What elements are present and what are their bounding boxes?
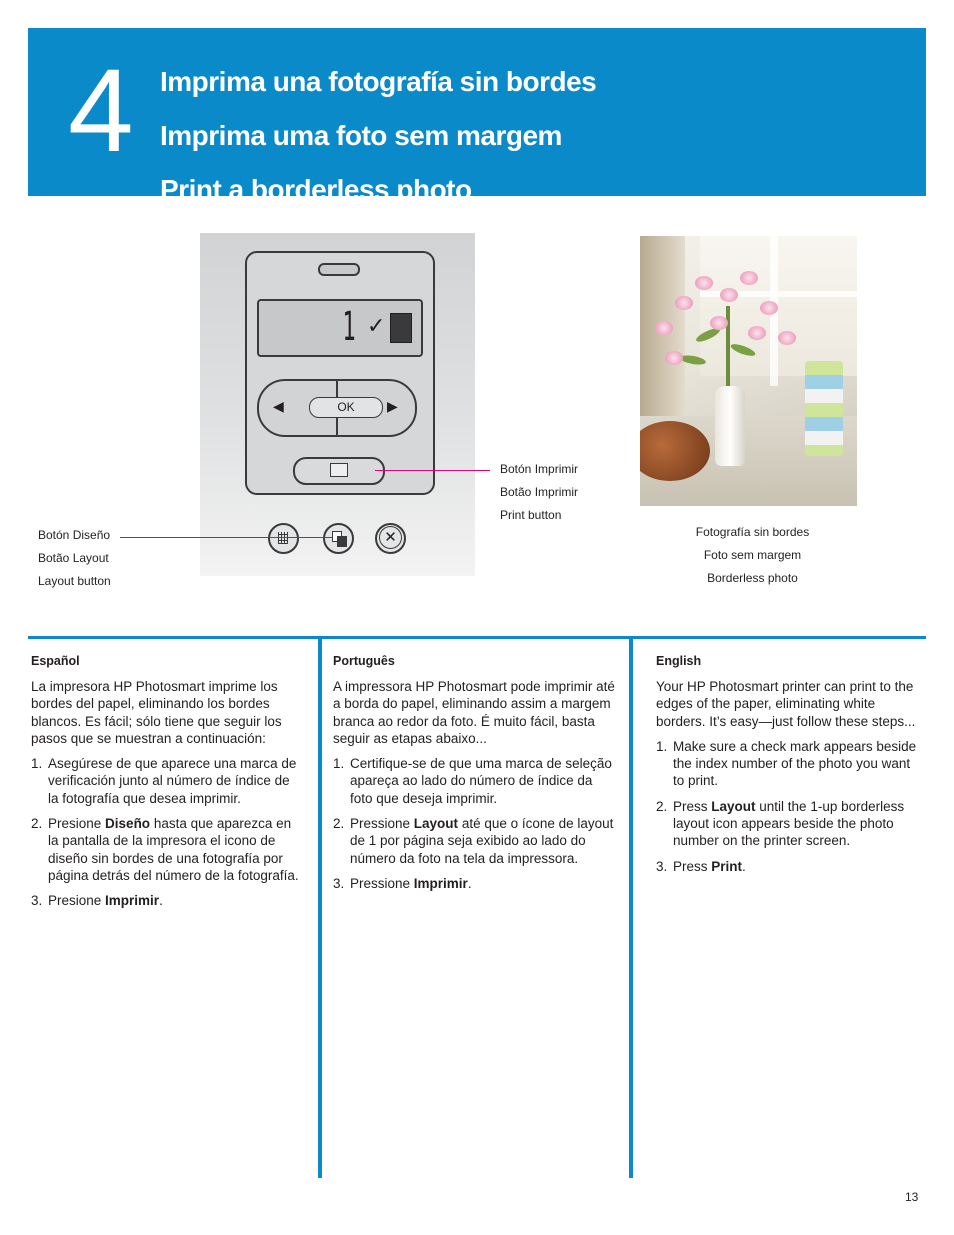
- step-number: 1.: [656, 738, 668, 754]
- column-portuguese: [333, 650, 618, 900]
- step-number: 3.: [333, 875, 345, 891]
- status-light: [318, 263, 360, 276]
- layout-icon-back: [337, 536, 347, 547]
- step-button-name: Imprimir: [413, 875, 468, 891]
- step-text-tail: until the 1-up borderless layout icon appears beside the photo number on the printer screen.: [673, 798, 905, 849]
- printer-icon: [330, 463, 348, 477]
- steps-list: [31, 755, 301, 909]
- photo-caption-pt: Foto sem margem: [703, 548, 802, 562]
- step-text: Pressione: [350, 875, 414, 891]
- step-number: 3.: [656, 858, 668, 874]
- step-text-tail: .: [742, 858, 746, 874]
- photo-flower: [778, 331, 796, 345]
- print-button-label-pt: Botão Imprimir: [500, 485, 579, 499]
- grid-icon: [278, 532, 288, 544]
- layout-button-callout: [38, 524, 111, 593]
- step-item: [656, 858, 924, 875]
- step-number: 2.: [656, 798, 668, 814]
- step-button-name: Print: [711, 858, 743, 874]
- photo-flower: [760, 301, 778, 315]
- layout-button: [323, 523, 354, 554]
- step-item: [656, 738, 924, 790]
- step-item: [333, 875, 618, 892]
- step-text: Press: [673, 858, 712, 874]
- layout-button-callout-line: [120, 537, 332, 538]
- column-intro: La impresora HP Photosmart imprime los bordes del papel, eliminando los bordes blancos. Es fácil; sólo tiene que seguir los pasos que se muestran a continuación:: [31, 679, 282, 746]
- step-item: [31, 892, 301, 909]
- step-text-tail: hasta que aparezca en la pantalla de la impresora el icono de diseño sin bordes de una fotografía por página detrás del número de la fotografía.: [48, 816, 299, 883]
- photo-flower: [710, 316, 728, 330]
- print-button-callout: [500, 458, 578, 527]
- column-divider-2: [629, 638, 633, 1178]
- print-button-label-en: Print button: [500, 508, 562, 522]
- photo-flower: [665, 351, 683, 365]
- steps-list: [656, 738, 924, 875]
- page-number: 13: [905, 1190, 919, 1204]
- column-heading: Português: [333, 654, 395, 668]
- borderless-photo: [640, 236, 857, 506]
- step-item: [656, 798, 924, 850]
- photo-window: [700, 236, 857, 376]
- step-text: Press: [673, 798, 712, 814]
- step-text: Presione: [48, 893, 106, 909]
- step-number: 2.: [333, 816, 345, 832]
- column-intro: A impressora HP Photosmart pode imprimir até a borda do papel, eliminando assim a margem branca ao redor da foto. É muito fácil, basta seguir as etapas abaixo...: [333, 679, 615, 746]
- step-text-tail: até que o ícone de layout de 1 por página seja exibido ao lado do número da foto na tela da impressora.: [350, 816, 614, 866]
- photo-flower: [655, 321, 673, 335]
- printer-control-panel-illustration: [200, 233, 475, 576]
- column-heading: English: [656, 654, 702, 668]
- print-button-callout-line: [375, 470, 490, 471]
- step-text: Presione: [48, 816, 106, 832]
- photo-flower: [748, 326, 766, 340]
- step-text: Asegúrese de que aparece una marca de verificación junto al número de índice de la fotografía que desea imprimir.: [48, 756, 297, 806]
- title-portuguese: Imprima uma foto sem margem: [160, 120, 562, 151]
- cancel-button: [375, 523, 406, 554]
- step-button-name: Imprimir: [105, 893, 160, 909]
- photo-caption-en: Borderless photo: [707, 571, 798, 585]
- step-item: [31, 755, 301, 807]
- step-item: [31, 815, 301, 884]
- columns-top-rule: [28, 636, 926, 639]
- cancel-icon: ✕: [379, 526, 402, 549]
- photo-flower: [695, 276, 713, 290]
- step-item: [333, 755, 618, 807]
- print-button-label-es: Botón Imprimir: [500, 462, 579, 476]
- index-print-button: [268, 523, 299, 554]
- step-button-name: Diseño: [105, 816, 151, 832]
- layout-button-label-pt: Botão Layout: [38, 551, 109, 565]
- layout-button-label-en: Layout button: [38, 574, 111, 588]
- check-mark-icon: ✓: [367, 313, 386, 338]
- step-number: 2.: [31, 816, 43, 832]
- photo-caption-es: Fotografía sin bordes: [695, 525, 810, 539]
- photo-window-frame: [640, 236, 685, 436]
- navigation-pad: [257, 379, 417, 437]
- step-number: 3.: [31, 893, 43, 909]
- photo-vase: [715, 386, 745, 466]
- title-spanish: Imprima una fotografía sin bordes: [160, 66, 597, 97]
- step-button-name: Layout: [711, 798, 756, 814]
- panel-bezel: [245, 251, 435, 495]
- column-spanish: [31, 650, 301, 918]
- print-button: [293, 457, 385, 485]
- photo-flower: [675, 296, 693, 310]
- right-arrow-icon: ▶: [387, 398, 398, 414]
- step-text: Certifique-se de que uma marca de seleção apareça ao lado do número de índice da foto que deseja imprimir.: [350, 756, 612, 806]
- photo-caption: [640, 521, 865, 590]
- printer-lcd-screen: [257, 299, 423, 357]
- title-english: Print a borderless photo: [160, 174, 472, 205]
- step-number: 1.: [31, 756, 43, 772]
- step-text-tail: .: [159, 893, 163, 909]
- photo-striped-vase: [805, 361, 843, 456]
- ok-button: OK: [309, 397, 383, 418]
- borderless-layout-icon: [390, 313, 412, 343]
- step-banner: [28, 28, 926, 205]
- step-number: 1.: [333, 756, 345, 772]
- step-button-name: Layout: [413, 816, 459, 832]
- step-number: 4: [68, 45, 134, 177]
- lcd-index-number: 1: [342, 304, 356, 350]
- step-text: Pressione: [350, 816, 414, 832]
- column-divider-1: [318, 638, 322, 1178]
- steps-list: [333, 755, 618, 892]
- column-heading: Español: [31, 654, 80, 668]
- step-text-tail: .: [467, 875, 472, 891]
- photo-flower: [720, 288, 738, 302]
- photo-flower: [740, 271, 758, 285]
- column-english: [656, 650, 924, 883]
- step-item: [333, 815, 618, 867]
- column-intro: Your HP Photosmart printer can print to the edges of the paper, eliminating white borders. It’s easy—just follow these steps...: [656, 679, 916, 729]
- step-text: Make sure a check mark appears beside the index number of the photo you want to print.: [673, 738, 917, 789]
- layout-button-label-es: Botón Diseño: [38, 528, 111, 542]
- left-arrow-icon: ◀: [273, 398, 284, 414]
